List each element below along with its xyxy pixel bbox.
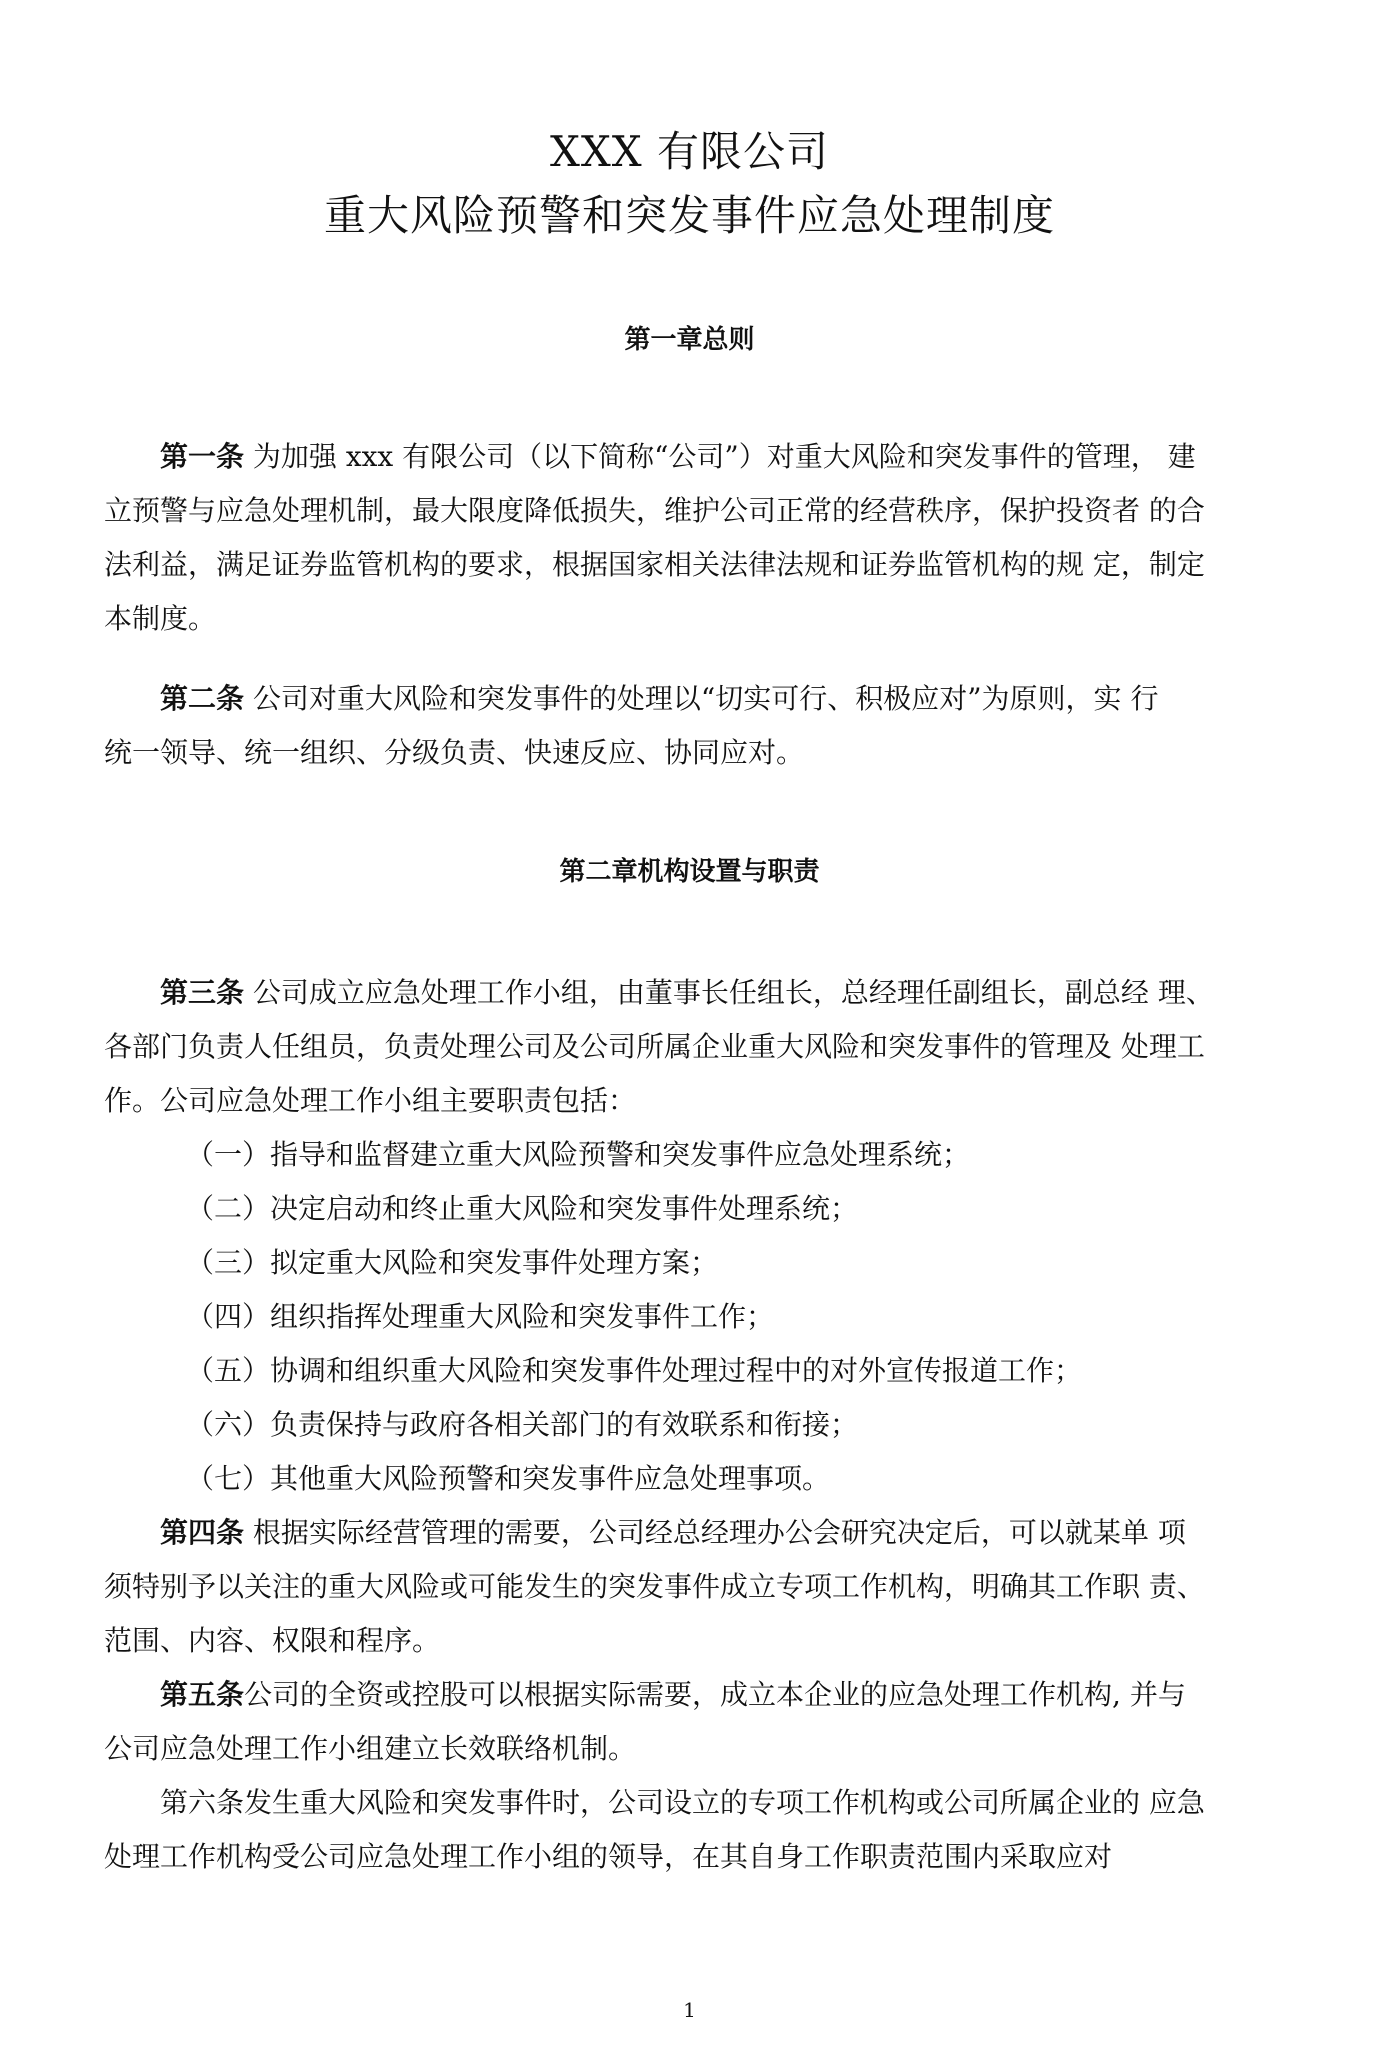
article-2-line-1: 第二条 公司对重大风险和突发事件的处理以“切实可行、积极应对”为原则，实 行 — [160, 682, 1159, 715]
article-5-label: 第五条 — [160, 1678, 245, 1711]
article-1-line-3: 法利益，满足证券监管机构的要求，根据国家相关法律法规和证券监管机构的规 定，制定 — [104, 548, 1205, 581]
article-5-line-2: 公司应急处理工作小组建立长效联络机制。 — [104, 1732, 637, 1765]
company-title: XXX 有限公司 — [549, 127, 830, 176]
article-1-line-1: 第一条 为加强 xxx 有限公司（以下简称“公司”）对重大风险和突发事件的管理， 建 — [160, 440, 1196, 473]
duty-item-1: （一）指导和监督建立重大风险预警和突发事件应急处理系统； — [186, 1138, 971, 1171]
duty-item-3: （三）拟定重大风险和突发事件处理方案； — [186, 1246, 719, 1279]
duty-item-2: （二）决定启动和终止重大风险和突发事件处理系统； — [186, 1192, 859, 1225]
article-6-line-2: 处理工作机构受公司应急处理工作小组的领导，在其自身工作职责范围内采取应对 — [104, 1840, 1113, 1873]
duty-item-7: （七）其他重大风险预警和突发事件应急处理事项。 — [186, 1462, 831, 1495]
article-2 — [104, 672, 1286, 780]
document-title: 重大风险预警和突发事件应急处理制度 — [323, 191, 1055, 240]
article-3 — [104, 966, 1286, 1506]
article-4-label: 第四条 — [160, 1516, 245, 1549]
page-number: 1 — [683, 1998, 696, 2022]
article-3-label: 第三条 — [160, 976, 245, 1009]
duty-item-5: （五）协调和组织重大风险和突发事件处理过程中的对外宣传报道工作； — [186, 1354, 1083, 1387]
article-1-line-4: 本制度。 — [104, 602, 217, 635]
article-3-line-3: 作。公司应急处理工作小组主要职责包括： — [104, 1084, 637, 1117]
article-4-line-1: 第四条 根据实际经营管理的需要，公司经总经理办公会研究决定后，可以就某单 项 — [160, 1516, 1186, 1549]
article-4-line-2: 须特别予以关注的重大风险或可能发生的突发事件成立专项工作机构，明确其工作职 责、 — [104, 1570, 1205, 1603]
article-1-label: 第一条 — [160, 440, 245, 473]
article-3-line-2: 各部门负责人任组员，负责处理公司及公司所属企业重大风险和突发事件的管理及 处理工 — [104, 1030, 1205, 1063]
chapter-2-heading: 第二章机构设置与职责 — [559, 857, 820, 887]
duty-item-6: （六）负责保持与政府各相关部门的有效联系和衔接； — [186, 1408, 859, 1441]
article-4 — [104, 1506, 1286, 1668]
article-6 — [104, 1776, 1286, 1884]
chapter-1-heading: 第一章总则 — [624, 325, 755, 355]
article-6-line-1: 第六条发生重大风险和突发事件时，公司设立的专项工作机构或公司所属企业的 应急 — [160, 1786, 1205, 1819]
article-1-line-2: 立预警与应急处理机制，最大限度降低损失，维护公司正常的经营秩序，保护投资者 的合 — [104, 494, 1205, 527]
article-2-label: 第二条 — [160, 682, 245, 715]
article-5 — [104, 1668, 1286, 1776]
article-2-line-2: 统一领导、统一组织、分级负责、快速反应、协同应对。 — [104, 736, 805, 769]
article-5-line-1: 第五条公司的全资或控股可以根据实际需要，成立本企业的应急处理工作机构, 并与 — [160, 1678, 1186, 1711]
article-3-line-1: 第三条 公司成立应急处理工作小组，由董事长任组长，总经理任副组长，副总经 理、 — [160, 976, 1214, 1009]
duty-item-4: （四）组织指挥处理重大风险和突发事件工作； — [186, 1300, 775, 1333]
article-1 — [104, 430, 1286, 646]
article-4-line-3: 范围、内容、权限和程序。 — [104, 1624, 441, 1657]
